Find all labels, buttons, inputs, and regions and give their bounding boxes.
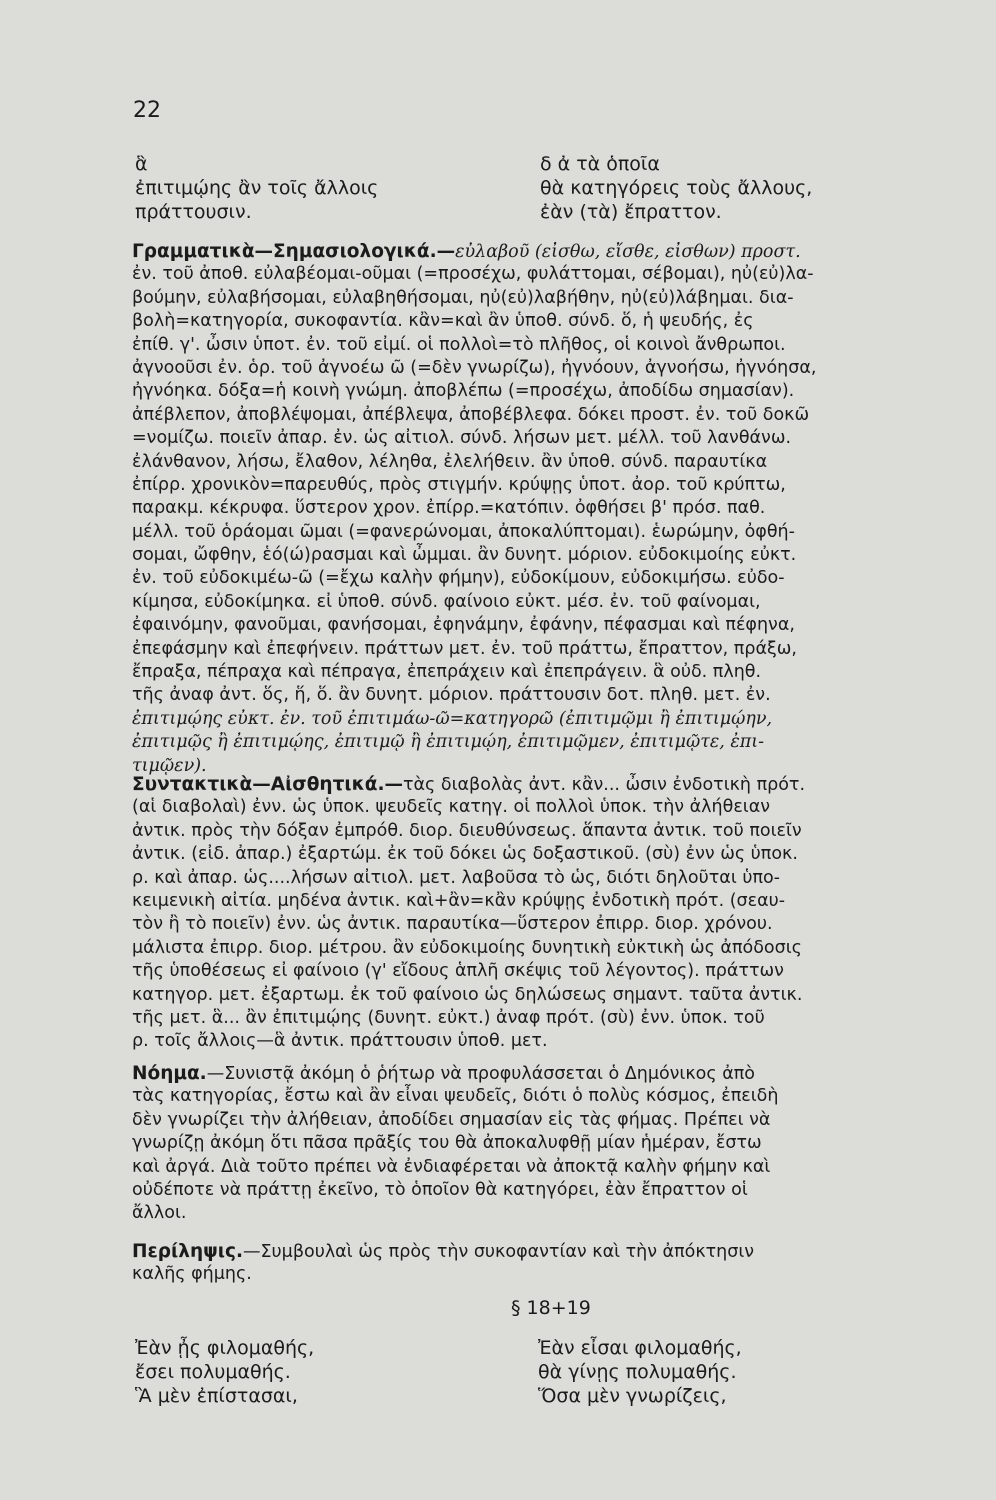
text-line: (αἱ διαβολαὶ) ἐνν. ὡς ὑποκ. ψευδεῖς κατηγ. οἱ πολλοὶ ὑποκ. τὴν ἀλήθειαν <box>132 797 771 818</box>
text-line: ἐπιτιμῴης εὐκτ. ἐν. τοῦ ἐπιτιμάω-ῶ=κατηγορῶ (ἐπιτιμῷμι ἢ ἐπιτιμῴην, <box>132 708 773 729</box>
section-heading: Νόημα. <box>132 1063 207 1084</box>
text-line: ἠγνόηκα. δόξα=ἡ κοινὴ γνώμη. ἀποβλέπω (=προσέχω, ἀποδίδω σημασίαν). <box>132 381 795 402</box>
text-line: ρ. τοῖς ἄλλοις—ἃ ἀντικ. πράττουσιν ὑποθ. μετ. <box>132 1031 548 1052</box>
grammar-section <box>132 240 816 778</box>
text-line: εὐλαβοῦ (εἰσθω, εἴσθε, εἰσθων) προστ. <box>455 242 801 262</box>
section-heading: Περίληψις. <box>132 1241 243 1262</box>
text-line: ἐφαινόμην, φανοῦμαι, φανήσομαι, ἐφηνάμην, ἐφάνην, πέφασμαι καὶ πέφηνα, <box>132 615 795 636</box>
text-line: ἐπίρρ. χρονικὸν=παρευθύς, πρὸς στιγμήν. κρύψῃς ὑποτ. ἀορ. τοῦ κρύπτω, <box>132 474 786 495</box>
text-line: ἐπιτιμῷς ἢ ἐπιτιμῴης, ἐπιτιμῷ ἢ ἐπιτιμῴη, ἐπιτιμῷμεν, ἐπιτιμῷτε, ἐπι- <box>132 732 765 753</box>
text-line: ἐπίθ. γ'. ὦσιν ὑποτ. ἐν. τοῦ εἰμί. οἱ πολλοὶ=τὸ πλῆθος, οἱ κοινοὶ ἄνθρωποι. <box>132 334 786 355</box>
text-line: τὰς κατηγορίας, ἔστω καὶ ἂν εἶναι ψευδεῖς, διότι ὁ πολὺς κόσμος, ἐπειδὴ <box>132 1086 779 1107</box>
text-line: μέλλ. τοῦ ὁράομαι ῶμαι (=φανερώνομαι, ἀποκαλύπτομαι). ἑωρώμην, ὀφθή- <box>132 521 795 542</box>
text-line: τὸν ἢ τὸ ποιεῖν) ἐνν. ὡς ἀντικ. παραυτίκα—ὕστερον ἐπιρρ. διορ. χρόνου. <box>132 914 773 935</box>
original-text-top <box>135 152 378 224</box>
text-line: θὰ γίνῃς πολυμαθής. <box>538 1361 737 1383</box>
text-line: Ἐὰν ᾖς φιλομαθής, <box>135 1337 315 1359</box>
text-line: δὲν γνωρίζει τὴν ἀλήθειαν, ἀποδίδει σημασίαν εἰς τὰς φήμας. Πρέπει νὰ <box>132 1109 771 1130</box>
text-line: κατηγορ. μετ. ἐξαρτωμ. ἐκ τοῦ φαίνοιο ὡς δηλώσεως σημαντ. ταῦτα ἀντικ. <box>132 984 803 1005</box>
translation-top <box>540 152 812 224</box>
syntax-section <box>132 773 805 1054</box>
original-text-bottom <box>135 1336 314 1408</box>
text-line: —Συμβουλαὶ ὡς πρὸς τὴν συκοφαντίαν καὶ τὴν ἀπόκτησιν <box>243 1242 755 1262</box>
text-line: θὰ κατηγόρεις τοὺς ἄλλους, <box>540 177 813 199</box>
text-line: —Συνιστᾷ ἀκόμη ὁ ῥήτωρ νὰ προφυλάσσεται ὁ Δημόνικος ἀπὸ <box>206 1064 755 1084</box>
text-line: τῆς ἀναφ ἀντ. ὅς, ἥ, ὅ. ἂν δυνητ. μόριον. πράττουσιν δοτ. πληθ. μετ. ἐν. <box>132 685 771 706</box>
text-line: τιμῷεν). <box>132 755 207 776</box>
text-line: Ὅσα μὲν γνωρίζεις, <box>538 1385 727 1407</box>
text-line: καὶ ἀργά. Διὰ τοῦτο πρέπει νὰ ἐνδιαφέρεται νὰ ἀποκτᾷ καλὴν φήμην καὶ <box>132 1156 771 1177</box>
text-line: ἄλλοι. <box>132 1203 187 1224</box>
meaning-section <box>132 1062 778 1226</box>
text-line: ἐν. τοῦ εὐδοκιμέω-ῶ (=ἔχω καλὴν φήμην), εὐδοκίμουν, εὐδοκιμήσω. εὐδο- <box>132 568 785 589</box>
text-line: ἐπεφάσμην καὶ ἐπεφήνειν. πράττων μετ. ἐν. τοῦ πράττω, ἔπραττον, πράξω, <box>132 638 797 659</box>
text-line: ἀγνοοῦσι ἐν. ὁρ. τοῦ ἀγνοέω ῶ (=δὲν γνωρίζω), ἠγνόουν, ἀγνοήσω, ἠγνόησα, <box>132 357 817 378</box>
text-line: παρακμ. κέκρυφα. ὕστερον χρον. ἐπίρρ.=κατόπιν. ὀφθήσει β' πρόσ. παθ. <box>132 498 766 519</box>
section-heading: Συντακτικὰ—Αἰσθητικά.— <box>132 774 403 795</box>
text-line: τῆς μετ. ἃ... ἂν ἐπιτιμῴης (δυνητ. εὐκτ.) ἀναφ πρότ. (σὺ) ἐνν. ὑποκ. τοῦ <box>132 1007 765 1028</box>
text-line: ἐπιτιμῴης ἂν τοῖς ἄλλοις <box>135 177 379 199</box>
text-line: =νομίζω. ποιεῖν ἀπαρ. ἐν. ὡς αἰτιολ. σύνδ. λήσων μετ. μέλλ. τοῦ λανθάνω. <box>132 428 792 449</box>
translation-bottom <box>538 1336 742 1408</box>
text-line: ἀντικ. πρὸς τὴν δόξαν ἐμπρόθ. διορ. διευθύνσεως. ἅπαντα ἀντικ. τοῦ ποιεῖν <box>132 820 802 841</box>
text-line: μάλιστα ἐπιρρ. διορ. μέτρου. ἂν εὐδοκιμοίης δυνητικὴ εὐκτικὴ ὡς ἀπόδοσις <box>132 937 802 958</box>
text-line: οὐδέποτε νὰ πράττῃ ἐκεῖνο, τὸ ὁποῖον θὰ κατηγόρει, ἐὰν ἔπραττον οἱ <box>132 1179 748 1200</box>
text-line: γνωρίζῃ ἀκόμη ὅτι πᾶσα πρᾶξίς του θὰ ἀποκαλυφθῇ μίαν ἡμέραν, ἔστω <box>132 1133 762 1154</box>
text-line: Ἐὰν εἶσαι φιλομαθής, <box>538 1337 742 1359</box>
text-line: κειμενικὴ αἰτία. μηδένα ἀντικ. καὶ+ἂν=κἂν κρύψῃς ἐνδοτικὴ πρότ. (σεαυ- <box>132 890 786 911</box>
section-marker: § 18+19 <box>511 1297 591 1319</box>
text-line: ἐν. τοῦ ἀποθ. εὐλαβέομαι-οῦμαι (=προσέχω, φυλάττομαι, σέβομαι), ηὐ(εὐ)λα- <box>132 264 814 285</box>
text-line: ἐλάνθανον, λήσω, ἔλαθον, λέληθα, ἐλελήθειν. ἂν ὑποθ. σύνδ. παραυτίκα <box>132 451 768 472</box>
summary-section <box>132 1240 754 1287</box>
text-line: πράττουσιν. <box>135 201 252 223</box>
text-line: ἀπέβλεπον, ἀποβλέψομαι, ἀπέβλεψα, ἀποβέβλεφα. δόκει προστ. ἐν. τοῦ δοκῶ <box>132 404 810 425</box>
text-line: βούμην, εὐλαβήσομαι, εὐλαβηθήσομαι, ηὐ(εὐ)λαβήθην, ηὐ(εὐ)λάβημαι. δια- <box>132 287 794 308</box>
text-line: τὰς διαβολὰς ἀντ. κἂν... ὦσιν ἐνδοτικὴ πρότ. <box>402 775 806 795</box>
text-line: Ἃ μὲν ἐπίστασαι, <box>135 1385 298 1407</box>
text-line: τῆς ὑποθέσεως εἰ φαίνοιο (γ' εἴδους ἁπλῆ σκέψις τοῦ λέγοντος). πράττων <box>132 961 784 982</box>
text-line: δ ἀ τὰ ὁποῖα <box>540 153 660 175</box>
text-line: ἃ <box>135 153 148 175</box>
section-heading: Γραμματικὰ—Σημασιολογικά.— <box>132 241 456 262</box>
text-line: ρ. καὶ ἀπαρ. ὡς....λήσων αἰτιολ. μετ. λαβοῦσα τὸ ὡς, διότι δηλοῦται ὑπο- <box>132 867 780 888</box>
page-number: 22 <box>133 98 161 123</box>
text-line: βολὴ=κατηγορία, συκοφαντία. κἂν=καὶ ἂν ὑποθ. σύνδ. ὅ, ἡ ψευδής, ἐς <box>132 311 754 332</box>
text-line: κίμησα, εὐδοκίμηκα. εἰ ὑποθ. σύνδ. φαίνοιο εὐκτ. μέσ. ἐν. τοῦ φαίνομαι, <box>132 591 761 612</box>
text-line: ἀντικ. (εἰδ. ἀπαρ.) ἐξαρτώμ. ἐκ τοῦ δόκει ὡς δοξαστικοῦ. (σὺ) ἐνν ὡς ὑποκ. <box>132 844 798 865</box>
text-line: καλῆς φήμης. <box>132 1264 252 1285</box>
text-line: ἔσει πολυμαθής. <box>135 1361 291 1383</box>
text-line: ἔπραξα, πέπραχα καὶ πέπραγα, ἐπεπράχειν καὶ ἐπεπράγειν. ἃ οὐδ. πληθ. <box>132 662 762 683</box>
text-line: ἐὰν (τὰ) ἔπραττον. <box>540 201 722 223</box>
text-line: σομαι, ὤφθην, ἑό(ώ)ρασμαι καὶ ὦμμαι. ἂν δυνητ. μόριον. εὐδοκιμοίης εὐκτ. <box>132 545 797 566</box>
